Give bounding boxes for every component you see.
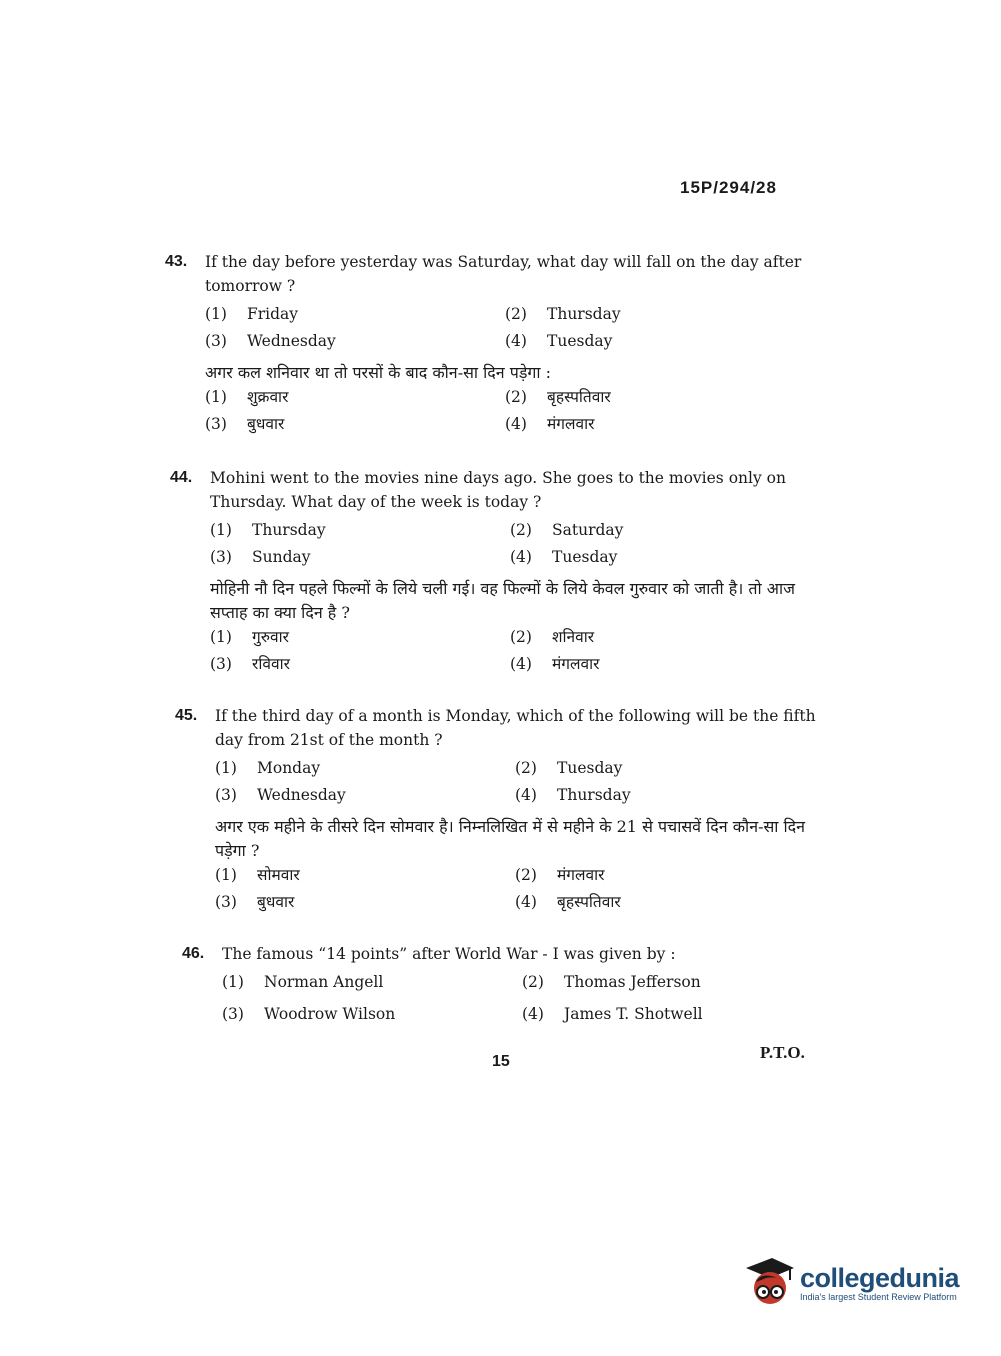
- option: (4) Tuesday: [510, 548, 618, 566]
- option: (1) Monday: [215, 759, 321, 777]
- question-text-hindi: अगर कल शनिवार था तो परसों के बाद कौन-सा दिन पड़ेगा :: [205, 363, 552, 382]
- option-hindi: (3) बुधवार: [205, 415, 285, 433]
- option-hindi: (1) गुरुवार: [210, 628, 289, 646]
- option: (2) Tuesday: [515, 759, 623, 777]
- question-43: [165, 250, 815, 436]
- question-text-hindi: अगर एक महीने के तीसरे दिन सोमवार है। निम्नलिखित में से महीने के 21 से पचासवें दिन कौन-सा दिन पड़ेगा ?: [215, 817, 806, 860]
- question-number: 44.: [170, 469, 193, 486]
- option: (3) Woodrow Wilson: [222, 1005, 396, 1023]
- question-text: If the day before yesterday was Saturday, what day will fall on the day after tomorrow ?: [205, 253, 802, 295]
- question-text-hindi: मोहिनी नौ दिन पहले फिल्मों के लिये चली गई। वह फिल्मों के लिये केवल गुरुवार को जाती है। तो आज सप्ताह का क्या दिन है ?: [210, 579, 795, 622]
- question-text: If the third day of a month is Monday, which of the following will be the fifth day from 21st of the month ?: [215, 707, 816, 749]
- option-hindi: (3) बुधवार: [215, 893, 295, 911]
- option: (4) Tuesday: [505, 332, 613, 350]
- question-number: 43.: [165, 253, 188, 270]
- question-46: [182, 942, 832, 1026]
- option-hindi: (2) बृहस्पतिवार: [505, 388, 611, 406]
- logo-name: collegedunia: [800, 1262, 960, 1293]
- option-hindi: (1) शुक्रवार: [205, 388, 289, 406]
- option-hindi: (3) रविवार: [210, 655, 290, 673]
- question-44: [170, 466, 820, 676]
- question-text: The famous “14 points” after World War - I was given by :: [222, 945, 676, 963]
- pto-label: P.T.O.: [760, 1043, 805, 1062]
- collegedunia-logo: [742, 1252, 972, 1312]
- logo-tagline: India's largest Student Review Platform: [800, 1291, 957, 1302]
- graduate-mascot-icon: [742, 1254, 796, 1310]
- option: (1) Friday: [205, 305, 299, 323]
- option-hindi: (1) सोमवार: [215, 866, 300, 884]
- option-hindi: (2) मंगलवार: [515, 866, 605, 884]
- option: (4) Thursday: [515, 786, 631, 804]
- option-hindi: (4) बृहस्पतिवार: [515, 893, 621, 911]
- paper-code: 15P/294/28: [680, 178, 777, 197]
- question-number: 45.: [175, 707, 198, 724]
- option: (1) Thursday: [210, 521, 326, 539]
- option: (1) Norman Angell: [222, 973, 384, 991]
- option: (3) Wednesday: [215, 786, 346, 804]
- option-hindi: (2) शनिवार: [510, 628, 595, 646]
- option: (2) Thursday: [505, 305, 621, 323]
- option: (3) Sunday: [210, 548, 311, 566]
- option-hindi: (4) मंगलवार: [510, 655, 600, 673]
- option: (2) Saturday: [510, 521, 624, 539]
- option-hindi: (4) मंगलवार: [505, 415, 595, 433]
- question-text: Mohini went to the movies nine days ago. She goes to the movies only on Thursday. What day of the week is today ?: [210, 469, 786, 511]
- option: (2) Thomas Jefferson: [522, 973, 701, 991]
- page-number: 15: [492, 1053, 510, 1070]
- question-number: 46.: [182, 945, 205, 962]
- option: (4) James T. Shotwell: [522, 1005, 703, 1023]
- option: (3) Wednesday: [205, 332, 336, 350]
- question-45: [175, 704, 825, 914]
